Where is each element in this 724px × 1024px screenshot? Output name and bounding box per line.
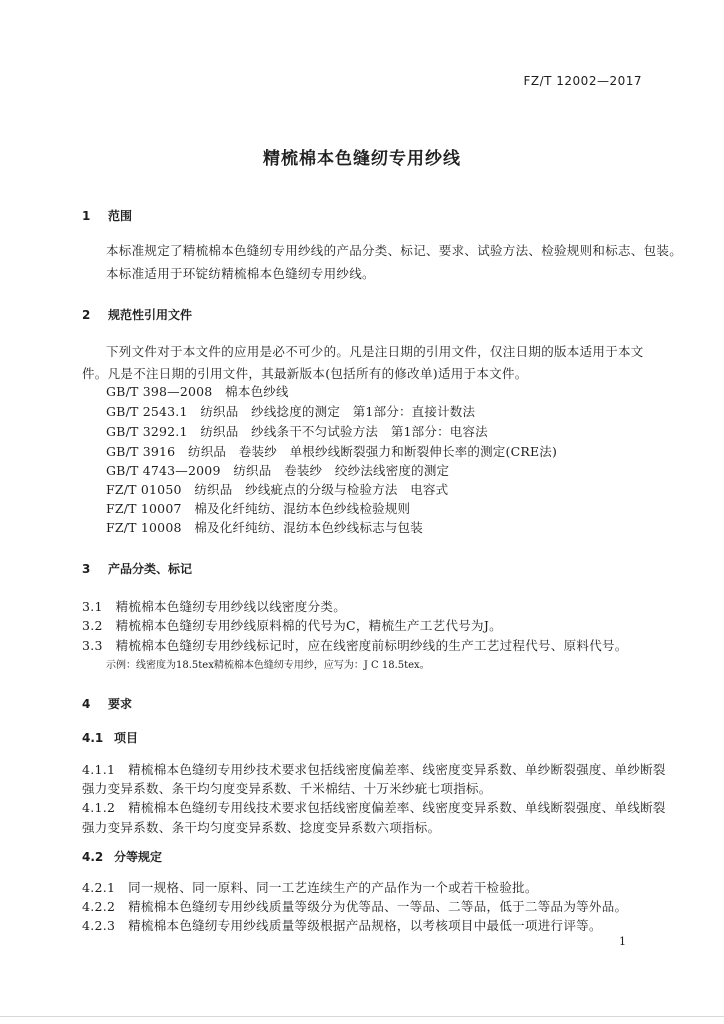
subsection-title: 分等规定 xyxy=(114,850,163,864)
section-number: 3 xyxy=(82,562,91,576)
clause xyxy=(82,878,538,896)
clause-number: 4.2.1 xyxy=(82,880,116,895)
reference-item: GB/T 398—2008 棉本色纱线 xyxy=(106,384,289,399)
clause xyxy=(82,897,627,915)
subsection-number: 4.2 xyxy=(82,850,104,864)
paragraph: 本标准适用于环锭纺精梳棉本色缝纫专用纱线。 xyxy=(106,266,375,281)
reference-item: GB/T 3916 纺织品 卷装纱 单根纱线断裂强力和断裂伸长率的测定(CRE法) xyxy=(106,444,558,459)
reference-item: GB/T 3292.1 纺织品 纱线条干不匀试验方法 第1部分：电容法 xyxy=(106,424,488,439)
clause-number: 4.2.3 xyxy=(82,918,116,933)
clause-number: 3.3 xyxy=(82,638,103,653)
subsection-4-1-heading xyxy=(82,729,138,746)
clause-text: 精梳棉本色缝纫专用纱线以线密度分类。 xyxy=(115,599,346,614)
clause-text: 精梳棉本色缝纫专用纱线质量等级根据产品规格，以考核项目中最低一项进行评等。 xyxy=(128,918,602,933)
clause-text: 同一规格、同一原料、同一工艺连续生产的产品作为一个或若干检验批。 xyxy=(128,880,538,895)
section-3-heading xyxy=(82,560,192,577)
section-number: 1 xyxy=(82,209,91,223)
reference-item: FZ/T 01050 纺织品 纱线疵点的分级与检验方法 电容式 xyxy=(106,482,449,497)
clause-number: 3.2 xyxy=(82,618,103,633)
clause-number: 4.2.2 xyxy=(82,899,116,914)
subsection-title: 项目 xyxy=(114,731,139,745)
clause-number: 4.1.2 xyxy=(82,800,116,815)
paragraph: 强力变异系数、条干均匀度变异系数、千米棉结、十万米纱疵七项指标。 xyxy=(82,781,492,796)
clause-text: 精梳棉本色缝纫专用纱线标记时，应在线密度前标明纱线的生产工艺过程代号、原料代号。 xyxy=(115,638,628,653)
clause xyxy=(82,760,666,778)
example-note: 示例：线密度为18.5tex精梳棉本色缝纫专用纱，应写为：J C 18.5tex。 xyxy=(106,660,430,671)
clause xyxy=(82,636,628,654)
clause-number: 4.1.1 xyxy=(82,762,116,777)
section-4-heading xyxy=(82,695,132,712)
document-title: 精梳棉本色缝纫专用纱线 xyxy=(263,149,461,169)
section-1-heading xyxy=(82,207,132,224)
page-number: 1 xyxy=(619,935,626,948)
clause xyxy=(82,798,666,816)
section-title: 要求 xyxy=(108,697,133,711)
clause xyxy=(82,916,602,934)
section-title: 规范性引用文件 xyxy=(108,308,193,322)
reference-item: FZ/T 10007 棉及化纤纯纺、混纺本色纱线检验规则 xyxy=(106,501,411,516)
section-title: 产品分类、标记 xyxy=(108,562,193,576)
clause xyxy=(82,616,502,634)
paragraph: 件。凡是不注日期的引用文件，其最新版本(包括所有的修改单)适用于本文件。 xyxy=(82,366,528,381)
section-number: 2 xyxy=(82,308,91,322)
reference-item: GB/T 2543.1 纺织品 纱线捻度的测定 第1部分：直接计数法 xyxy=(106,404,476,419)
clause-text: 精梳棉本色缝纫专用纱线原料棉的代号为C，精梳生产工艺代号为J。 xyxy=(115,618,502,633)
section-number: 4 xyxy=(82,697,91,711)
standard-code: FZ/T 12002—2017 xyxy=(523,74,642,88)
clause-text: 精梳棉本色缝纫专用纱线质量等级分为优等品、一等品、二等品，低于二等品为等外品。 xyxy=(128,899,628,914)
paragraph: 强力变异系数、条干均匀度变异系数、捻度变异系数六项指标。 xyxy=(82,820,441,835)
reference-item: GB/T 4743—2009 纺织品 卷装纱 绞纱法线密度的测定 xyxy=(106,463,450,478)
page-bottom-edge xyxy=(0,1016,724,1017)
paragraph: 下列文件对于本文件的应用是必不可少的。凡是注日期的引用文件，仅注日期的版本适用于本文 xyxy=(106,344,644,359)
section-2-heading xyxy=(82,306,192,323)
section-title: 范围 xyxy=(108,209,133,223)
subsection-4-2-heading xyxy=(82,848,162,865)
clause xyxy=(82,597,346,615)
reference-item: FZ/T 10008 棉及化纤纯纺、混纺本色纱线标志与包装 xyxy=(106,520,423,535)
clause-text: 精梳棉本色缝纫专用线技术要求包括线密度偏差率、线密度变异系数、单线断裂强度、单线断裂 xyxy=(128,800,666,815)
subsection-number: 4.1 xyxy=(82,731,104,745)
clause-text: 精梳棉本色缝纫专用纱技术要求包括线密度偏差率、线密度变异系数、单纱断裂强度、单纱断裂 xyxy=(128,762,666,777)
clause-number: 3.1 xyxy=(82,599,103,614)
paragraph: 本标准规定了精梳棉本色缝纫专用纱线的产品分类、标记、要求、试验方法、检验规则和标志、包装。 xyxy=(106,243,683,258)
